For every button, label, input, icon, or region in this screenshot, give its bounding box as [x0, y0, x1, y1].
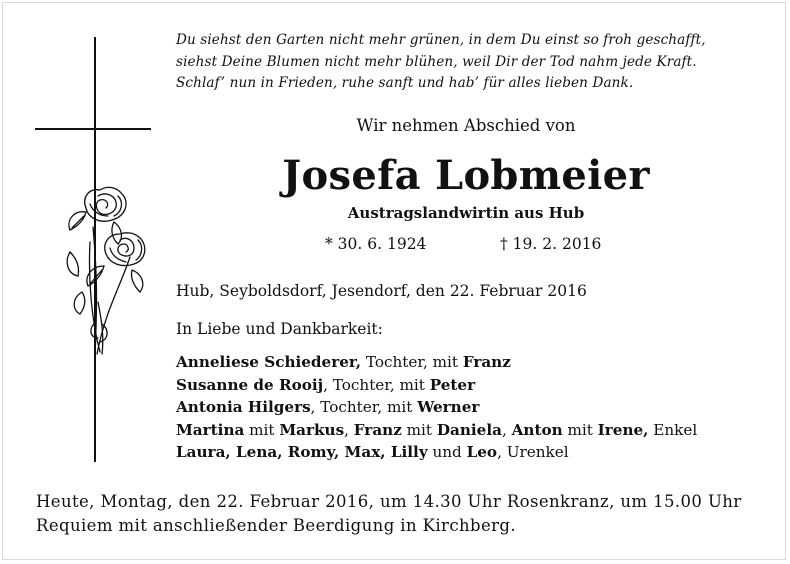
service-info: [36, 490, 776, 538]
family-line: [176, 441, 697, 464]
family-relation: , Urenkel: [497, 443, 569, 461]
family-name: Leo: [466, 443, 498, 461]
family-name: Susanne de Rooij: [176, 375, 324, 394]
family-line: [176, 351, 697, 374]
birth-date: * 30. 6. 1924: [325, 235, 427, 253]
family-line: [176, 374, 697, 397]
family-name: Franz: [353, 420, 402, 439]
family-name: Franz: [462, 353, 511, 371]
family-name: Markus: [279, 420, 345, 439]
family-name: Anton: [511, 420, 563, 439]
service-line: Requiem mit anschließender Beerdigung in Kirchberg.: [36, 516, 517, 535]
family-name: Martina: [176, 420, 245, 439]
family-relation: , Tochter, mit: [323, 375, 430, 394]
family-relation: mit: [562, 420, 598, 439]
family-relation: ,: [501, 420, 512, 439]
family-name: Peter: [429, 375, 476, 394]
family-line: [176, 419, 697, 442]
thanks-line: In Liebe und Dankbarkeit:: [176, 320, 383, 338]
family-relation: und: [427, 443, 467, 461]
family-relation: Enkel: [648, 420, 698, 439]
family-name: Werner: [417, 398, 480, 416]
family-name: Anneliese Schiederer,: [176, 353, 362, 371]
deceased-name: Josefa Lobmeier: [282, 152, 650, 199]
poem-line: Schlaf’ nun in Frieden, ruhe sanft und hab’ für alles lieben Dank.: [176, 75, 634, 91]
intro-text: Wir nehmen Abschied von: [356, 116, 576, 135]
family-list: [176, 351, 697, 464]
family-relation: mit: [244, 420, 280, 439]
family-name: Laura, Lena, Romy, Max, Lilly: [176, 443, 428, 461]
death-date: † 19. 2. 2016: [500, 235, 602, 253]
place-date: Hub, Seyboldsdorf, Jesendorf, den 22. Februar 2016: [176, 282, 587, 300]
family-relation: ,: [344, 420, 354, 439]
cross-bar: [35, 128, 151, 130]
family-name: Antonia Hilgers: [176, 398, 311, 416]
poem: [176, 30, 776, 95]
family-relation: Tochter, mit: [361, 353, 463, 371]
family-name: Daniela: [436, 420, 502, 439]
family-relation: mit: [401, 420, 437, 439]
service-line: Heute, Montag, den 22. Februar 2016, um 14.30 Uhr Rosenkranz, um 15.00 Uhr: [36, 492, 742, 511]
family-name: Irene,: [597, 420, 649, 439]
deceased-title: Austragslandwirtin aus Hub: [347, 204, 585, 222]
poem-line: Du siehst den Garten nicht mehr grünen, in dem Du einst so froh geschafft,: [176, 32, 706, 48]
family-relation: , Tochter, mit: [310, 398, 418, 416]
family-line: [176, 396, 697, 419]
roses-icon: [60, 182, 160, 357]
poem-line: siehst Deine Blumen nicht mehr blühen, weil Dir der Tod nahm jede Kraft.: [176, 53, 697, 70]
